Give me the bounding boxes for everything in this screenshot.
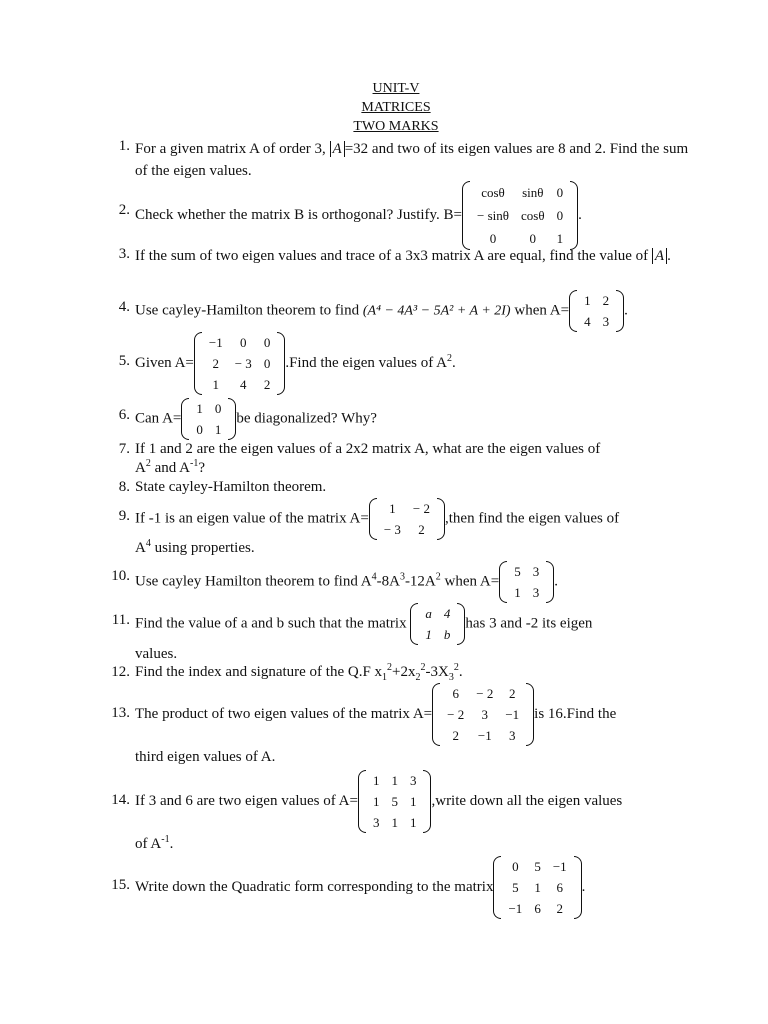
question-text [135, 856, 585, 919]
question-text [135, 498, 619, 540]
matrix-entry: 0 [196, 422, 203, 437]
question-text-part: A [135, 540, 146, 556]
matrix-entry: 0 [556, 185, 564, 200]
question-number: 1. [118, 138, 130, 154]
left-paren [358, 770, 366, 833]
question-text-part: . [458, 664, 463, 680]
matrix-entry: 1 [391, 815, 398, 830]
question-text-part: Find the value of a and b such that the matrix [135, 615, 407, 632]
question-number: 2. [118, 202, 130, 218]
question-text-part: when A= [440, 573, 500, 590]
matrix-entry: 0 [556, 208, 564, 223]
right-paren [526, 683, 534, 746]
question-number: 8. [118, 479, 130, 495]
question-number: 6. [118, 407, 130, 423]
question-number: 5. [118, 353, 130, 369]
polynomial-expression: (A⁴ − 4A³ − 5A² + A + 2I) [362, 303, 511, 319]
question-text-part: . [451, 354, 456, 371]
right-paren [570, 181, 578, 250]
question-number: 12. [111, 664, 130, 680]
left-paren [432, 683, 440, 746]
left-paren [493, 856, 501, 919]
matrix-entry: 1 [534, 880, 541, 895]
superscript: 2 [420, 662, 426, 673]
matrix-a [358, 770, 432, 833]
superscript: -1 [190, 458, 199, 469]
question-text-part: -3X [425, 664, 449, 680]
matrix-entry: 0 [512, 859, 519, 874]
matrix-entry: 5 [512, 880, 519, 895]
question-text [135, 246, 704, 267]
matrix-entry: 0 [529, 231, 537, 246]
question-text [135, 664, 463, 681]
matrix-a [569, 290, 624, 332]
determinant-a: A [330, 141, 345, 157]
question-text-part: ,then find the eigen values of [445, 510, 620, 527]
matrix-ab [410, 603, 465, 645]
matrix-entry: 3 [602, 314, 610, 329]
question-text-part: If 1 and 2 are the eigen values of a 2x2 matrix A, what are the eigen values of [135, 441, 601, 457]
matrix-entry: 1 [391, 773, 398, 788]
matrix-entry: 1 [372, 794, 380, 809]
matrix-entry: 2 [602, 293, 610, 308]
matrix-entry: 5 [534, 859, 541, 874]
question-text [135, 561, 558, 603]
subscript: 2 [415, 672, 421, 683]
matrix-entry: 1 [514, 585, 521, 600]
superscript: 2 [145, 458, 151, 469]
matrix-entry: 1 [409, 815, 417, 830]
question-number: 7. [118, 441, 130, 457]
left-paren [410, 603, 418, 645]
question-text-part: For a given matrix A of order 3, [135, 141, 330, 157]
question-text-part: . [624, 302, 628, 319]
matrix-entry: 5 [514, 564, 521, 579]
matrix-entry: 0 [489, 231, 497, 246]
question-text-part: . [581, 878, 586, 895]
question-text-part: of A [135, 836, 162, 852]
question-text [135, 181, 582, 250]
question-text [135, 332, 456, 395]
question-text-part: has 3 and -2 its eigen [465, 615, 593, 632]
matrix-entry: 4 [240, 377, 247, 392]
right-paren [277, 332, 285, 395]
question-text-part: The product of two eigen values of the matrix A= [135, 705, 433, 722]
question-text [135, 138, 704, 182]
matrix-a [181, 398, 236, 440]
question-number: 13. [111, 705, 130, 721]
question-text-part: -8A [376, 573, 400, 590]
question-text-part: be diagonalized? Why? [236, 410, 377, 427]
question-text [135, 683, 616, 746]
matrix-entry: 6 [556, 880, 563, 895]
superscript: -1 [161, 834, 170, 845]
left-paren [462, 181, 470, 250]
question-text [135, 770, 622, 833]
matrix-a [432, 683, 534, 746]
matrix-entry: 6 [534, 901, 541, 916]
matrix-entry: 6 [452, 686, 459, 701]
question-text-part: Write down the Quadratic form corresponding to the matrix [135, 878, 494, 895]
matrix-a [194, 332, 285, 395]
matrix-entry: 1 [584, 293, 591, 308]
matrix-entry: −1 [505, 707, 520, 722]
matrix-entry: sinθ [522, 185, 544, 200]
matrix-entry: 3 [481, 707, 489, 722]
matrix-entry: −1 [477, 728, 492, 743]
matrix-entry: 0 [240, 335, 247, 350]
question-number: 15. [111, 877, 130, 893]
question-text-part: . [578, 206, 582, 223]
question-text-line2: third eigen values of A. [135, 749, 276, 765]
matrix-entry: 1 [556, 231, 564, 246]
subscript: 1 [382, 672, 388, 683]
question-text-part: Use cayley Hamilton theorem to find A [135, 573, 372, 590]
matrix-entry: − 3 [234, 356, 252, 371]
matrix-entry: − sinθ [477, 208, 509, 223]
matrix-entry: 3 [509, 728, 516, 743]
question-text-part: . [554, 573, 558, 590]
matrix-entry: 1 [196, 401, 203, 416]
question-text-line2 [135, 836, 173, 853]
matrix-entry: 2 [418, 522, 425, 537]
question-number: 10. [111, 568, 130, 584]
matrix-entry: 0 [263, 356, 271, 371]
matrix-entry: −1 [208, 335, 223, 350]
matrix-entry: 2 [212, 356, 220, 371]
question-text [135, 398, 377, 440]
question-text-part: is 16.Find the [534, 705, 617, 722]
left-paren [569, 290, 577, 332]
question-text-line2 [135, 460, 205, 477]
question-text-part: Can A= [135, 410, 182, 427]
question-number: 4. [118, 299, 130, 315]
matrix-entry: a [425, 606, 432, 621]
matrix-b [462, 181, 578, 250]
question-text-part: using properties. [150, 540, 255, 556]
matrix-entry: cosθ [521, 208, 545, 223]
superscript: 4 [145, 538, 151, 549]
right-paren [546, 561, 554, 603]
question-text [135, 603, 592, 645]
question-text-part: Find the index and signature of the Q.F x [135, 664, 383, 680]
question-text-part: . [169, 836, 174, 852]
superscript: 2 [446, 352, 452, 364]
matrix-entry: 2 [556, 901, 563, 916]
matrix-entry: 4 [584, 314, 591, 329]
matrix-entry: 1 [389, 501, 396, 516]
matrix-entry: 4 [443, 606, 451, 621]
left-paren [369, 498, 377, 540]
subscript: 3 [448, 672, 454, 683]
question-text-line2 [135, 540, 255, 557]
matrix-entry: 3 [409, 773, 417, 788]
matrix-entry: 0 [263, 335, 271, 350]
determinant-a: A [652, 248, 667, 264]
matrix-entry: 3 [532, 585, 540, 600]
question-text-part: If the sum of two eigen values and trace of a 3x3 matrix A are equal, find the value of [135, 248, 649, 264]
question-number: 3. [118, 246, 130, 262]
superscript: 2 [453, 662, 459, 673]
question-text-part: and A [150, 460, 191, 476]
question-text-part: .Find the eigen values of A [285, 354, 447, 371]
question-text-part: ? [198, 460, 206, 476]
question-text [135, 441, 600, 458]
right-paren [457, 603, 465, 645]
right-paren [616, 290, 624, 332]
matrix-entry: 2 [263, 377, 271, 392]
matrix-entry: 0 [214, 401, 222, 416]
question-text [135, 290, 628, 332]
matrix-entry: 5 [391, 794, 398, 809]
matrix-a [369, 498, 445, 540]
matrix-entry: −1 [552, 859, 567, 874]
right-paren [228, 398, 236, 440]
superscript: 3 [399, 571, 405, 583]
matrix-entry: 1 [409, 794, 417, 809]
question-text-part: . [667, 248, 671, 264]
question-text-part: -12A [404, 573, 436, 590]
matrix-entry: 1 [372, 773, 380, 788]
right-paren [574, 856, 582, 919]
question-number: 14. [111, 792, 130, 808]
superscript: 2 [387, 662, 393, 673]
left-paren [499, 561, 507, 603]
question-text-part: If 3 and 6 are two eigen values of A= [135, 792, 358, 809]
matrix-entry: 2 [452, 728, 459, 743]
matrix-entry: cosθ [481, 185, 505, 200]
question-text-line2: values. [135, 646, 178, 662]
question-text-part: A [135, 460, 146, 476]
matrix-entry: 1 [212, 377, 220, 392]
left-paren [194, 332, 202, 395]
matrix-a [499, 561, 554, 603]
matrix-entry: − 2 [412, 501, 430, 516]
right-paren [423, 770, 431, 833]
question-text-part: =32 and two of its eigen values are 8 and 2. Find the sum of the eigen values. [135, 141, 689, 179]
matrix-entry: 3 [532, 564, 540, 579]
right-paren [437, 498, 445, 540]
matrix-entry: b [443, 627, 451, 642]
matrix-entry: 3 [372, 815, 380, 830]
subtitle-heading: TWO MARKS [353, 119, 439, 134]
matrix-entry: − 2 [447, 707, 465, 722]
left-paren [181, 398, 189, 440]
question-number: 11. [111, 612, 130, 628]
matrix-entry: 1 [214, 422, 222, 437]
question-text-part: Given A= [135, 354, 194, 371]
question-number: 9. [118, 508, 130, 524]
matrix-entry: 1 [425, 627, 432, 642]
matrix-entry: − 2 [476, 686, 494, 701]
question-text-part: ,write down all the eigen values [431, 792, 623, 809]
title-heading: MATRICES [361, 100, 431, 115]
question-text-part: when A= [514, 302, 570, 319]
superscript: 4 [371, 571, 377, 583]
question-text: State cayley-Hamilton theorem. [135, 479, 327, 495]
matrix-quadratic [493, 856, 581, 919]
question-text-part: Check whether the matrix B is orthogonal? Justify. B= [135, 206, 463, 223]
superscript: 2 [435, 571, 441, 583]
unit-heading: UNIT-V [372, 81, 420, 96]
matrix-entry: 2 [509, 686, 516, 701]
matrix-entry: − 3 [383, 522, 401, 537]
matrix-entry: −1 [508, 901, 523, 916]
question-text-part: Use cayley-Hamilton theorem to find [135, 302, 360, 319]
question-text-part: If -1 is an eigen value of the matrix A= [135, 510, 369, 527]
question-text-part: +2x [392, 664, 416, 680]
